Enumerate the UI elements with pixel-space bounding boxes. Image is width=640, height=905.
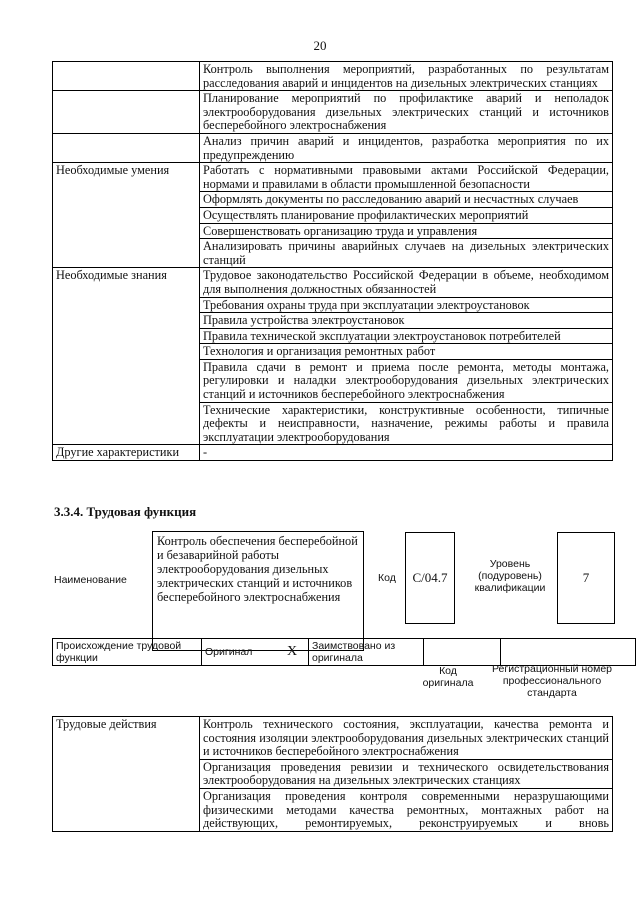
table-cell: Правила технической эксплуатации электроустановок потребителей: [200, 328, 613, 344]
actions-label: Трудовые действия: [53, 717, 200, 832]
table-row: [53, 163, 613, 192]
original-label: Оригинал: [202, 639, 285, 666]
reg-number-caption: Регистрационный номер профессионального стандарта: [492, 663, 612, 699]
table-cell: Требования охраны труда при эксплуатации электроустановок: [200, 297, 613, 313]
table-cell: Анализ причин аварий и инцидентов, разработка мероприятия по их предупреждению: [200, 133, 613, 162]
table-row: [53, 445, 613, 461]
table-cell: Организация проведения ревизии и технического освидетельствования электрооборудования на дизельных электрических станциях: [200, 759, 613, 788]
requirements-table: [52, 61, 613, 461]
table-row: [53, 62, 613, 91]
borrowed-label: Заимствовано из оригинала: [309, 639, 424, 666]
code-caption: Код оригинала: [422, 665, 474, 689]
table-cell: Правила сдачи в ремонт и приема после ремонта, методы монтажа, регулировки и наладки электрооборудования дизельных электрических станций и источников бесперебойного электроснабжения: [200, 359, 613, 402]
reg-number-cell: [501, 639, 636, 666]
table-cell: Контроль технического состояния, эксплуатации, качества ремонта и состояния изоляции электрооборудования дизельных электрических станций и источников бесперебойного электроснабжения: [200, 717, 613, 760]
original-mark: X: [284, 639, 309, 666]
skills-label: Необходимые умения: [53, 163, 200, 268]
table-cell: Планирование мероприятий по профилактике аварий и неполадок электрооборудования дизельных электрических станций и источников бесперебойного электроснабжения: [200, 91, 613, 134]
table-row: [53, 91, 613, 134]
row-label-empty: [53, 62, 200, 91]
table-cell: Организация проведения контроля современными неразрушающими физическими методами качества ремонтных, монтажных работ на действующих, ремонтируемых, реконструируемых и вновь: [200, 788, 613, 831]
other-label: Другие характеристики: [53, 445, 200, 461]
table-row: [53, 639, 636, 666]
table-cell: Трудовое законодательство Российской Федерации в объеме, необходимом для выполнения должностных обязанностей: [200, 268, 613, 297]
row-label-empty: [53, 91, 200, 134]
labor-actions-table: [52, 716, 613, 832]
table-cell: Совершенствовать организацию труда и управления: [200, 223, 613, 239]
table-cell: Контроль выполнения мероприятий, разработанных по результатам расследования аварий и инцидентов на дизельных электрических станциях: [200, 62, 613, 91]
code-box: C/04.7: [405, 532, 455, 624]
table-row: [53, 268, 613, 297]
level-box: 7: [557, 532, 615, 624]
table-cell: -: [200, 445, 613, 461]
original-code-cell: [424, 639, 501, 666]
table-row: [53, 717, 613, 760]
table-row: [53, 133, 613, 162]
origin-table: [52, 638, 636, 666]
origin-label: Происхождение трудовой функции: [53, 639, 202, 666]
section-heading: 3.3.4. Трудовая функция: [54, 504, 197, 519]
page-number: 20: [313, 38, 327, 53]
level-label: Уровень (подуровень) квалификации: [474, 558, 546, 594]
table-cell: Технические характеристики, конструктивные особенности, типичные дефекты и неисправности, назначение, режимы работы и правила эксплуатации электрооборудования: [200, 402, 613, 445]
knowledge-label: Необходимые знания: [53, 268, 200, 445]
code-label: Код: [378, 572, 396, 584]
name-label: Наименование: [54, 574, 127, 586]
function-name-box: Контроль обеспечения бесперебойной и безаварийной работы электрооборудования дизельных электрических станций и источников бесперебойного электроснабжения: [152, 531, 364, 651]
table-cell: Осуществлять планирование профилактических мероприятий: [200, 207, 613, 223]
table-cell: Анализировать причины аварийных случаев на дизельных электрических станций: [200, 239, 613, 268]
table-cell: Правила устройства электроустановок: [200, 313, 613, 329]
row-label-empty: [53, 133, 200, 162]
table-cell: Технология и организация ремонтных работ: [200, 344, 613, 360]
table-cell: Оформлять документы по расследованию аварий и несчастных случаев: [200, 192, 613, 208]
table-cell: Работать с нормативными правовыми актами Российской Федерации, нормами и правилами в области промышленной безопасности: [200, 163, 613, 192]
